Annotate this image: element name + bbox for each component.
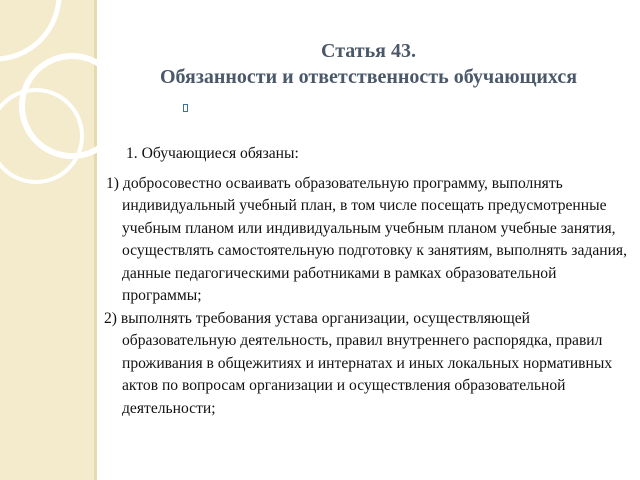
intro-paragraph: 1. Обучающиеся обязаны: (126, 145, 299, 162)
list-item-number: 1) (106, 174, 123, 192)
bullet-placeholder-icon (183, 104, 188, 112)
title-line-1: Статья 43. (321, 40, 416, 62)
decorative-left-band (0, 0, 94, 480)
list-item-number: 2) (104, 309, 121, 327)
list-item (104, 308, 632, 421)
article-body (104, 143, 632, 420)
list-item-text: выполнять требования устава организации, осуществляющей образовательную деятельность, правил внутреннего распорядка, правил проживания в общежитиях и интернатах и иных локальных нормативных актов по вопросам организации и осуществления образовательной деятельности; (120, 309, 613, 417)
list-item-text: добросовестно осваивать образовательную программу, выполнять индивидуальный учебный план, в том числе посещать предусмотренные учебным планом или индивидуальным учебным планом учебные занятия, осуществлять самостоятельную подготовку к занятиям, выполнять задания, данные педагогическими работниками в рамках образовательной программы; (122, 174, 628, 304)
title-line-2: Обязанности и ответственность обучающихся (159, 66, 578, 88)
slide-title (97, 38, 640, 90)
list-item (104, 173, 632, 308)
